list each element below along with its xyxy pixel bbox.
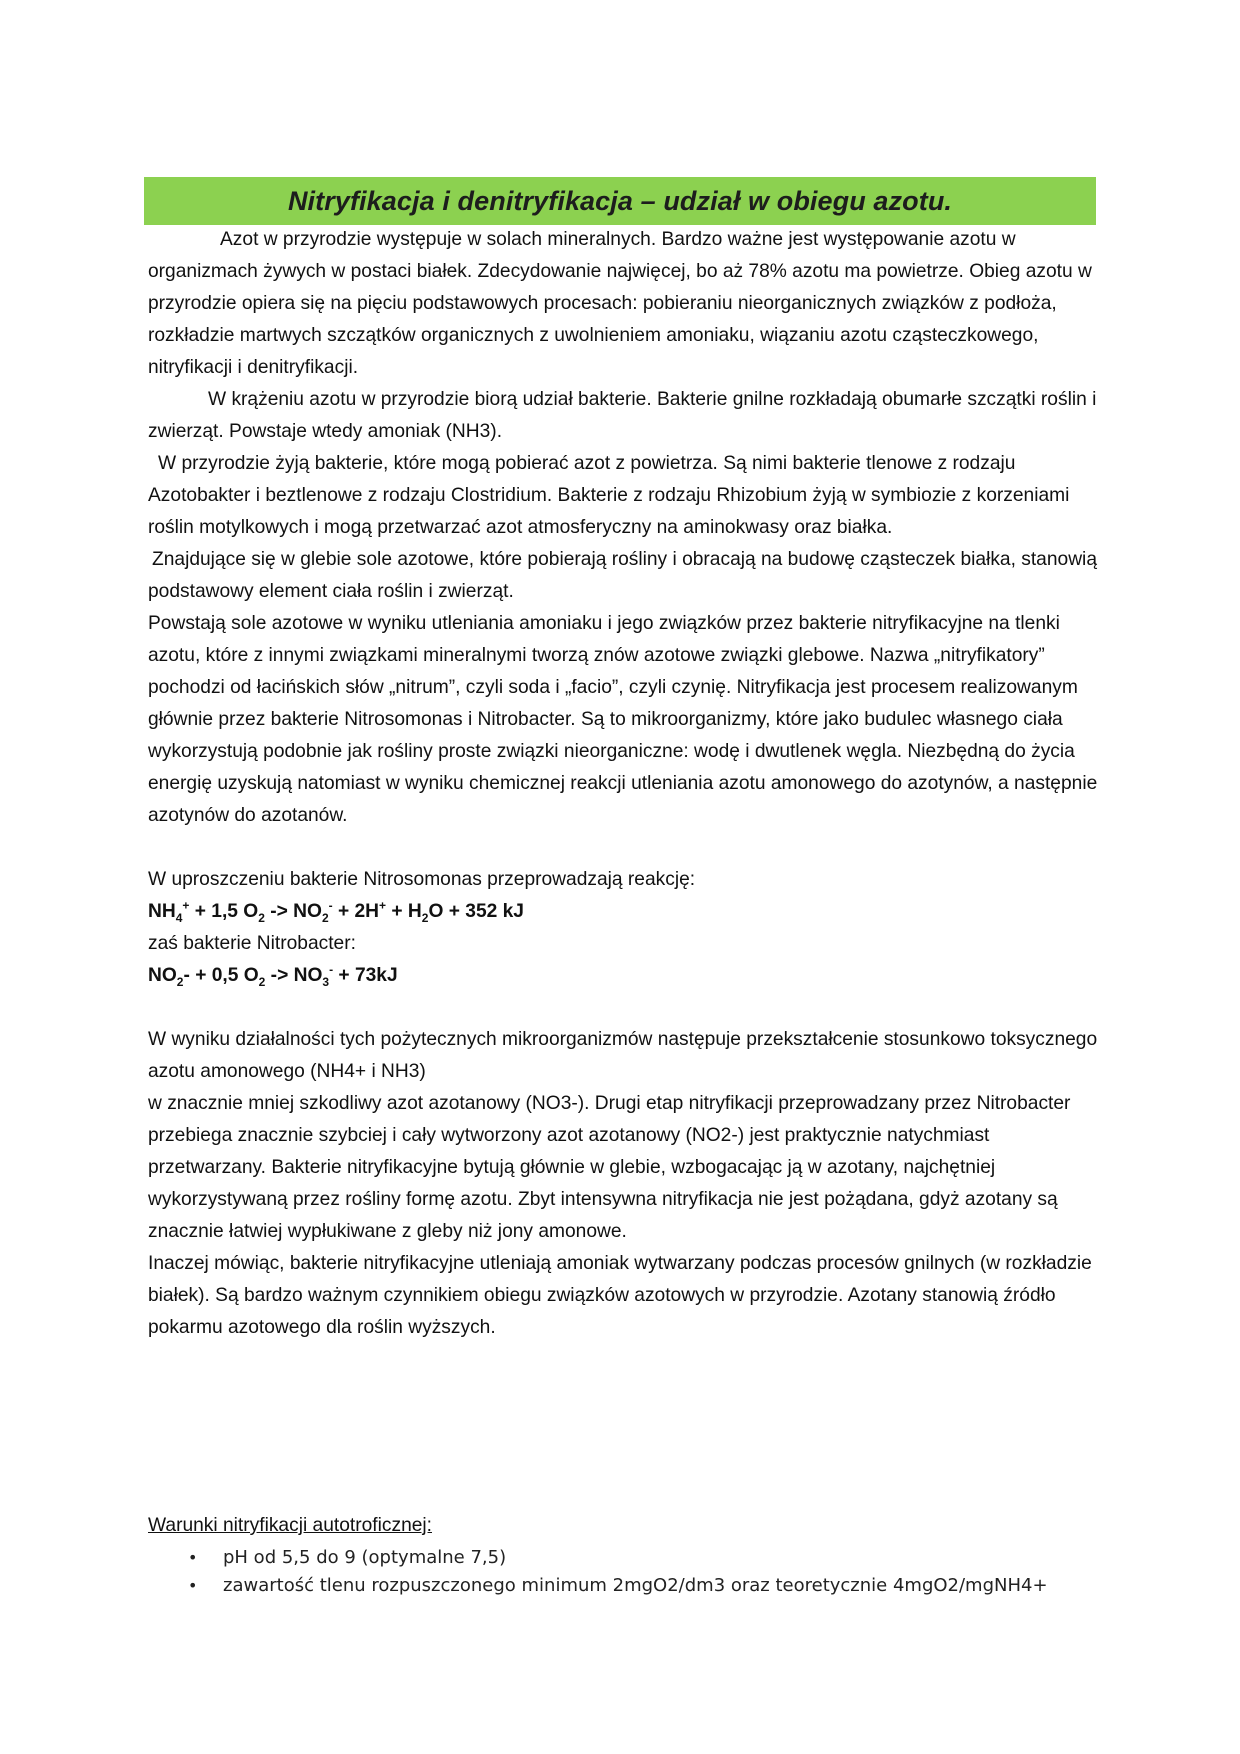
- paragraph-nitrate-nitrogen: w znacznie mniej szkodliwy azot azotanowy (NO3-). Drugi etap nitryfikacji przeprowadzany przez Nitrobacter przebiega znacznie szybciej i cały wytworzony azot azotanowy (NO2-) jest praktycznie natychmiast przetwarzany. Bakterie nitryfikacyjne bytują głównie w glebie, wzbogacając ją w azotany, najchętniej wykorzystywaną przez rośliny formę azotu. Zbyt intensywna nitryfikacja nie jest pożądana, gdyż azotany są znacznie łatwiej wypłukiwane z gleby niż jony amonowe.: [148, 1093, 1071, 1242]
- reaction-nitrobacter: $NO_2- + 0,5$ $O_2 -> NO_3^- + 73kJ$: [148, 962, 398, 989]
- conditions-heading: Warunki nitryfikacji autotroficznej:: [148, 1515, 432, 1536]
- bullet-icon: •: [188, 1548, 198, 1567]
- paragraph-nitrogen-in-nature: Azot w przyrodzie występuje w solach mineralnych. Bardzo ważne jest występowanie azotu w organizmach żywych w postaci białek. Zdecydowanie najwięcej, bo aż 78% azotu ma powietrze. Obieg azotu w przyrodzie opiera się na pięciu podstawowych procesach: pobieraniu nieorganicznych związków z podłoża, rozkładzie martwych szczątków organicznych z uwolnieniem amoniaku, wiązaniu azotu cząsteczkowego, nitryfikacji i denitryfikacji.: [148, 229, 1092, 378]
- list-item: • pH od 5,5 do 9 (optymalne 7,5): [148, 1544, 1098, 1572]
- reaction-nitrosomonas: $NH_4^+ + 1,5$ $O_2 -> NO_2^- + 2H^+ + H_2O + 352$ kJ: [148, 898, 524, 925]
- paragraph-nitrosomonas-intro: W uproszczeniu bakterie Nitrosomonas przeprowadzają reakcję:: [148, 869, 696, 890]
- conditions-section: [148, 1512, 1098, 1600]
- paragraph-soil-salts: Znajdujące się w glebie sole azotowe, które pobierają rośliny i obracają na budowę cząsteczek białka, stanowią podstawowy element ciała roślin i zwierząt.: [148, 549, 1097, 602]
- document-body: [148, 224, 1098, 1344]
- spacer: [148, 992, 1098, 1024]
- list-item: • zawartość tlenu rozpuszczonego minimum 2mgO2/dm3 oraz teoretycznie 4mgO2/mgNH4+: [148, 1572, 1098, 1600]
- bullet-icon: •: [188, 1576, 198, 1595]
- paragraph-transformation: W wyniku działalności tych pożytecznych mikroorganizmów następuje przekształcenie stosunkowo toksycznego azotu amonowego (NH4+ i NH3): [148, 1029, 1098, 1082]
- title-banner: [144, 177, 1096, 225]
- paragraph-summary: Inaczej mówiąc, bakterie nitryfikacyjne utleniają amoniak wytwarzany podczas procesów gnilnych (w rozkładzie białek). Są bardzo ważnym czynnikiem obiegu związków azotowych w przyrodzie. Azotany stanowią źródło pokarmu azotowego dla roślin wyższych.: [148, 1253, 1092, 1338]
- paragraph-nitrification: Powstają sole azotowe w wyniku utleniania amoniaku i jego związków przez bakterie nitryfikacyjne na tlenki azotu, które z innymi związkami mineralnymi tworzą znów azotowe związki glebowe. Nazwa „nitryfikatory” pochodzi od łacińskich słów „nitrum”, czyli soda i „facio”, czyli czynię. Nitryfikacja jest procesem realizowanym głównie przez bakterie Nitrosomonas i Nitrobacter. Są to mikroorganizmy, które jako budulec własnego ciała wykorzystują podobnie jak rośliny proste związki nieorganiczne: wodę i dwutlenek węgla. Niezbędną do życia energię uzyskują natomiast w wyniku chemicznej reakcji utleniania azotu amonowego do azotynów, a następnie azotynów do azotanów.: [148, 613, 1098, 826]
- spacer: [148, 832, 1098, 864]
- paragraph-nitrogen-fixing-bacteria: W przyrodzie żyją bakterie, które mogą pobierać azot z powietrza. Są nimi bakterie tlenowe z rodzaju Azotobakter i beztlenowe z rodzaju Clostridium. Bakterie z rodzaju Rhizobium żyją w symbiozie z korzeniami roślin motylkowych i mogą przetwarzać azot atmosferyczny na aminokwasy oraz białka.: [148, 453, 1070, 538]
- paragraph-bacteria-role: W krążeniu azotu w przyrodzie biorą udział bakterie. Bakterie gnilne rozkładają obumarłe szczątki roślin i zwierząt. Powstaje wtedy amoniak (NH3).: [148, 389, 1097, 442]
- document-title: Nitryfikacja i denitryfikacja – udział w obiegu azotu.: [287, 185, 953, 216]
- conditions-list: [148, 1544, 1098, 1600]
- paragraph-nitrobacter-intro: zaś bakterie Nitrobacter:: [148, 933, 356, 954]
